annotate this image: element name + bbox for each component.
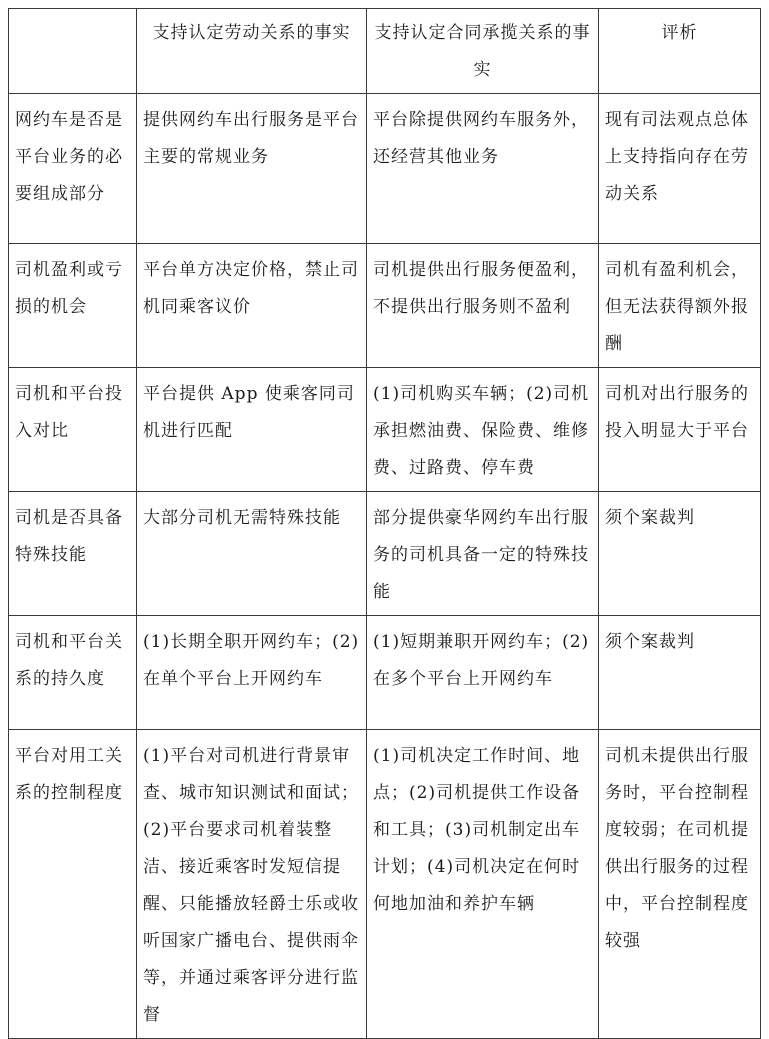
row-label-cell: 司机是否具备特殊技能 — [9, 492, 137, 616]
labor-fact-cell: (1)平台对司机进行背景审查、城市知识测试和面试；(2)平台要求司机着装整洁、接近乘客时发短信提醒、只能播放轻爵士乐或收听国家广播电台、提供雨伞等，并通过乘客评分进行监督 — [137, 730, 367, 1039]
analysis-cell: 现有司法观点总体上支持指向存在劳动关系 — [599, 94, 761, 244]
row-label-cell: 平台对用工关系的控制程度 — [9, 730, 137, 1039]
contract-fact-cell: 司机提供出行服务便盈利，不提供出行服务则不盈利 — [367, 244, 599, 368]
row-label-cell: 司机和平台关系的持久度 — [9, 616, 137, 730]
row-label-cell: 司机和平台投入对比 — [9, 368, 137, 492]
analysis-cell: 须个案裁判 — [599, 492, 761, 616]
row-label-cell: 网约车是否是平台业务的必要组成部分 — [9, 94, 137, 244]
header-cell-analysis: 评析 — [599, 9, 761, 94]
labor-fact-cell: 提供网约车出行服务是平台主要的常规业务 — [137, 94, 367, 244]
header-cell-contract-facts: 支持认定合同承揽关系的事实 — [367, 9, 599, 94]
row-label-cell: 司机盈利或亏损的机会 — [9, 244, 137, 368]
contract-fact-cell: 部分提供豪华网约车出行服务的司机具备一定的特殊技能 — [367, 492, 599, 616]
table-header-row — [9, 9, 761, 94]
comparison-table — [8, 8, 761, 1039]
contract-fact-cell: (1)司机购买车辆；(2)司机承担燃油费、保险费、维修费、过路费、停车费 — [367, 368, 599, 492]
table-row — [9, 730, 761, 1039]
table-row — [9, 492, 761, 616]
table-row — [9, 94, 761, 244]
labor-fact-cell: (1)长期全职开网约车；(2)在单个平台上开网约车 — [137, 616, 367, 730]
labor-fact-cell: 平台单方决定价格，禁止司机同乘客议价 — [137, 244, 367, 368]
table-row — [9, 368, 761, 492]
contract-fact-cell: (1)司机决定工作时间、地点；(2)司机提供工作设备和工具；(3)司机制定出车计划；(4)司机决定在何时何地加油和养护车辆 — [367, 730, 599, 1039]
contract-fact-cell: (1)短期兼职开网约车；(2)在多个平台上开网约车 — [367, 616, 599, 730]
table-row — [9, 244, 761, 368]
contract-fact-cell: 平台除提供网约车服务外，还经营其他业务 — [367, 94, 599, 244]
table-row — [9, 616, 761, 730]
header-cell-empty — [9, 9, 137, 94]
labor-fact-cell: 平台提供 App 使乘客同司机进行匹配 — [137, 368, 367, 492]
analysis-cell: 司机有盈利机会，但无法获得额外报酬 — [599, 244, 761, 368]
analysis-cell: 须个案裁判 — [599, 616, 761, 730]
header-cell-labor-facts: 支持认定劳动关系的事实 — [137, 9, 367, 94]
analysis-cell: 司机未提供出行服务时，平台控制程度较弱；在司机提供出行服务的过程中，平台控制程度较强 — [599, 730, 761, 1039]
labor-fact-cell: 大部分司机无需特殊技能 — [137, 492, 367, 616]
analysis-cell: 司机对出行服务的投入明显大于平台 — [599, 368, 761, 492]
